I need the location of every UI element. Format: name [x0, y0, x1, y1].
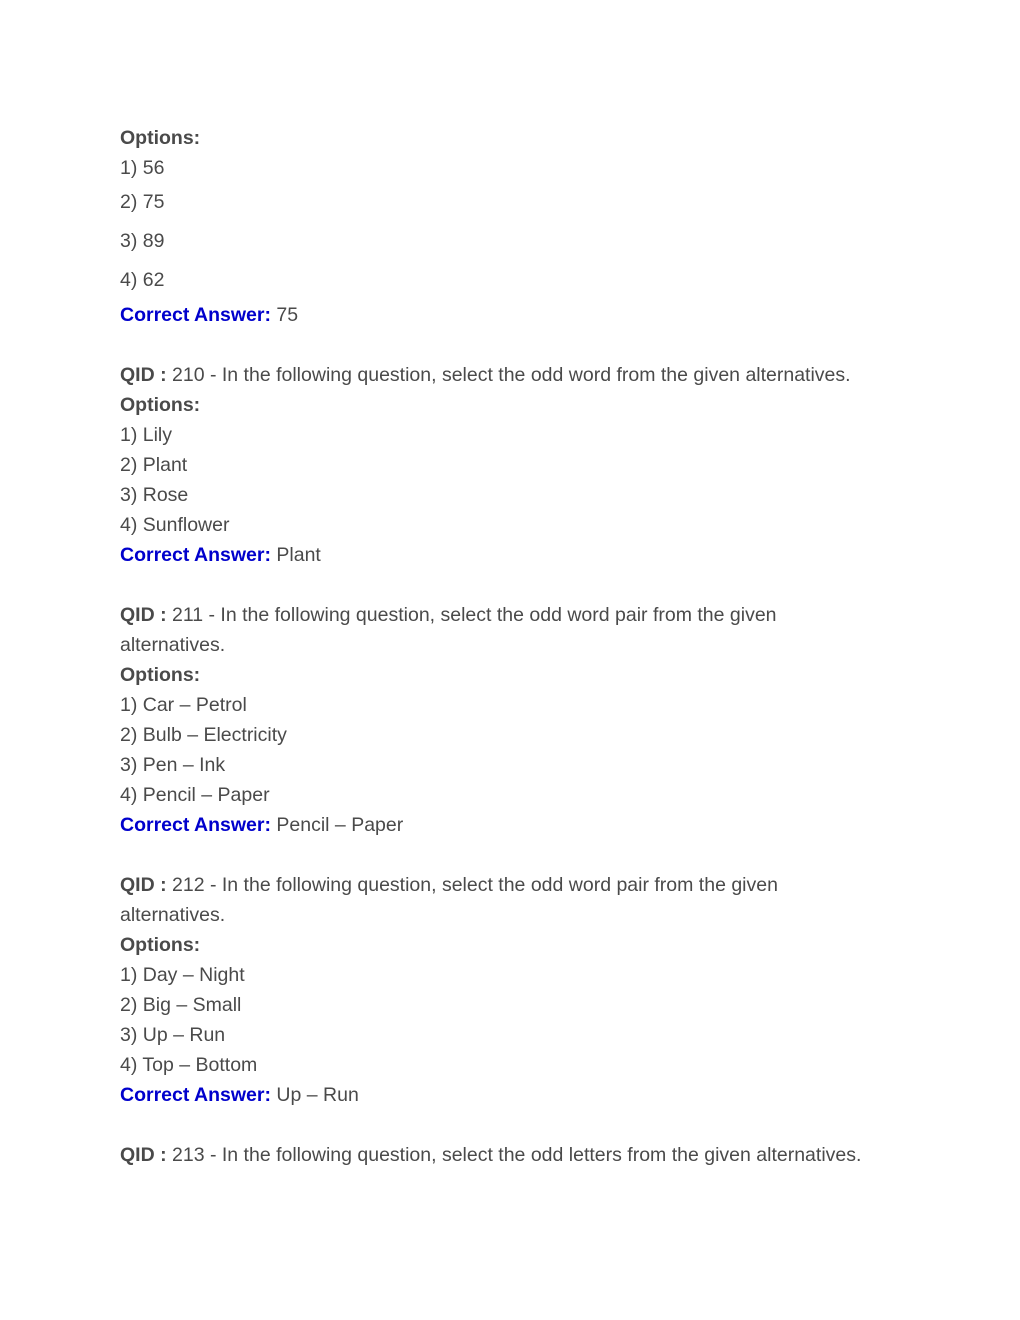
question-body-line2: alternatives. [120, 634, 226, 656]
correct-answer-label: Correct Answer: [120, 544, 271, 566]
option-4: 4) 62 [120, 269, 165, 291]
option-2: 2) Plant [120, 454, 188, 476]
correct-answer-label: Correct Answer: [120, 814, 271, 836]
option-4: 4) Top – Bottom [120, 1054, 258, 1076]
option-4: 4) Sunflower [120, 514, 230, 536]
options-label: Options: [120, 394, 201, 416]
qid-label: QID : [120, 1144, 167, 1166]
correct-answer-value: Plant [276, 544, 321, 566]
option-2: 2) Bulb – Electricity [120, 724, 287, 746]
correct-answer-value: Pencil – Paper [276, 814, 404, 836]
question-block-211 [120, 600, 910, 840]
qid-label: QID : [120, 604, 167, 626]
question-body-line2: alternatives. [120, 904, 226, 926]
option-3: 3) 89 [120, 230, 165, 252]
question-block-212 [120, 870, 910, 1110]
question-body-line1: 212 - In the following question, select the odd word pair from the given [172, 874, 778, 896]
spacer [120, 1110, 910, 1140]
option-1: 1) Day – Night [120, 964, 245, 986]
option-1: 1) 56 [120, 157, 165, 179]
options-label: Options: [120, 127, 201, 149]
correct-answer [120, 1080, 910, 1110]
question-block-210 [120, 360, 910, 570]
correct-answer-label: Correct Answer: [120, 304, 271, 326]
correct-answer-value: 75 [276, 304, 299, 326]
option-1: 1) Car – Petrol [120, 694, 247, 716]
option-3: 3) Rose [120, 484, 189, 506]
correct-answer [120, 300, 910, 330]
qid-label: QID : [120, 364, 167, 386]
option-1: 1) Lily [120, 424, 173, 446]
spacer [120, 570, 910, 600]
option-3: 3) Up – Run [120, 1024, 226, 1046]
question-body-line1: 211 - In the following question, select the odd word pair from the given [172, 604, 777, 626]
correct-answer [120, 810, 910, 840]
question-text [120, 870, 910, 900]
question-block-prev [120, 123, 910, 330]
question-text [120, 360, 910, 390]
question-text [120, 1140, 910, 1170]
question-text [120, 600, 910, 630]
question-body: 210 - In the following question, select the odd word from the given alternatives. [172, 364, 851, 386]
correct-answer [120, 540, 910, 570]
spacer [120, 330, 910, 360]
options-label: Options: [120, 934, 201, 956]
qid-label: QID : [120, 874, 167, 896]
option-2: 2) Big – Small [120, 994, 242, 1016]
options-label: Options: [120, 664, 201, 686]
option-2: 2) 75 [120, 191, 165, 213]
spacer [120, 840, 910, 870]
question-block-213 [120, 1140, 910, 1170]
question-body: 213 - In the following question, select the odd letters from the given alternatives. [172, 1144, 862, 1166]
option-4: 4) Pencil – Paper [120, 784, 270, 806]
correct-answer-value: Up – Run [276, 1084, 359, 1106]
document-page [120, 123, 910, 1170]
option-3: 3) Pen – Ink [120, 754, 226, 776]
correct-answer-label: Correct Answer: [120, 1084, 271, 1106]
